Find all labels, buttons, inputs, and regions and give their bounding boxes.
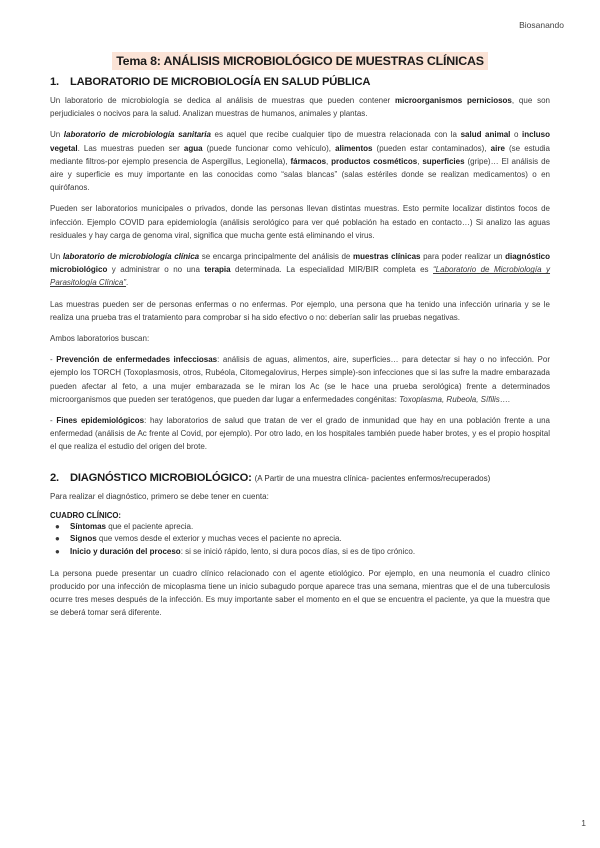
text: que vemos desde el exterior y muchas veces el paciente no aprecia. (96, 534, 342, 544)
title-wrap (50, 52, 550, 70)
list-item (50, 546, 550, 559)
text: …. (499, 394, 511, 404)
text: que el paciente aprecia. (106, 521, 194, 531)
paragraph-6: Ambos laboratorios buscan: (50, 334, 150, 344)
section-2-note: (A Partir de una muestra clínica- pacientes enfermos/recuperados) (254, 473, 491, 483)
text: y administrar o no una (107, 265, 205, 275)
text: , (326, 156, 332, 166)
bold-text: agua (183, 143, 203, 153)
text: Un (50, 130, 64, 140)
bold-text: terapia (204, 265, 231, 275)
page-number: 1 (581, 818, 586, 828)
document-title: Tema 8: ANÁLISIS MICROBIOLÓGICO DE MUESTRAS CLÍNICAS (112, 52, 488, 70)
text: (puede funcionar como vehículo), (202, 143, 336, 153)
bold-text: Síntomas (70, 521, 107, 531)
text: Un laboratorio de microbiología se dedica al análisis de muestras que pueden contener (50, 96, 396, 105)
text: . (126, 278, 129, 288)
paragraph-4 (50, 250, 550, 290)
text: (se estudia mediante filtros-por ejemplo presencia de Aspergillus, Legionella), (50, 143, 550, 166)
text: se encarga principalmente del análisis de (199, 252, 353, 262)
bold-italic-text: laboratorio de microbiología clínica (62, 252, 200, 262)
text: : hay laboratorios de salud que tratan de ver el grado de inmunidad que hay en una población frente a una enfermedad (análisis de Ac frente al Covid, por ejemplo). Por otro lado, en los hospitales también puede haber brotes, y es el propio hospital el que realiza el estudio del origen del brote. (50, 416, 550, 452)
paragraph-7 (50, 353, 550, 406)
section-2-intro: Para realizar el diagnóstico, primero se debe tener en cuenta: (50, 491, 269, 501)
section-1-heading (50, 76, 550, 88)
text: . Las muestras pueden ser (77, 143, 184, 153)
bullet-icon: ● (55, 547, 60, 557)
clinical-picture-subheading: CUADRO CLÍNICO: (50, 510, 122, 520)
bold-text: aire (490, 143, 505, 153)
list-item (50, 533, 550, 546)
text: o (510, 130, 522, 140)
list-item (50, 521, 550, 534)
bold-italic-text: laboratorio de microbiología sanitaria (63, 130, 211, 140)
bold-text: salud animal (460, 130, 511, 140)
bold-text: microorganismos perniciosos (395, 96, 512, 105)
section-2-paragraph: La persona puede presentar un cuadro clínico relacionado con el agente etiológico. Por ejemplo, en una neumonía el cuadro clínico producido por una infección de micoplasma tiene un inicio subagudo porque aparece tras una semana, mientras que el de una tuberculosis ocurre tres meses después de la infección. Es muy importante saber el momento en el que se encuentra el paciente, ya que la muestra que se deberá tomar será diferente. (50, 568, 550, 618)
paragraph-1 (50, 94, 550, 120)
text: - (50, 416, 57, 426)
paragraph-3: Pueden ser laboratorios municipales o privados, donde las personas llevan distintas muestras. Esto permite localizar distintos focos de infección. Ejemplo COVID para epidemiología (análisis serológico para ver qué población ha estado en contacto…) Si analizo las aguas residuales y hay carga de genoma viral, significa que mucha gente está eliminando el virus. (50, 204, 550, 240)
header-brand: Biosanando (519, 20, 564, 30)
paragraph-8 (50, 414, 550, 454)
text: : análisis de aguas, alimentos, aire, superficies… para detectar si hay o no infección. Por ejemplo los TORCH (Toxoplasmosis, otros, Rubéola, Citomegalovirus, Herpes simple)-son infecciones que si las sufre la madre embarazada pueden afectar al feto, a una mujer embarazada se le miran los Ac (se le hace una prueba serológica) frente a determinados microorganismos que pueden ser teratógenos, que pueden dar lugar a enfermedades congénitas: (50, 355, 550, 404)
bullet-icon: ● (55, 534, 60, 544)
section-2-heading (50, 472, 550, 484)
text: Un (50, 252, 63, 262)
underlined-specialty: “Laboratorio de Microbiología y Parasitología Clínica” (50, 265, 551, 288)
paragraph-2 (50, 128, 550, 194)
text: , (417, 156, 423, 166)
section-2-number: 2. (50, 471, 59, 484)
bold-text: alimentos (335, 143, 373, 153)
text: : si se inició rápido, lento, si dura pocos días, si es de tipo crónico. (180, 547, 416, 557)
text: para poder realizar un (420, 252, 506, 262)
document-content (50, 52, 550, 619)
text: es aquel que recibe cualquier tipo de muestra relacionada con la (210, 130, 461, 140)
section-2-title: DIAGNÓSTICO MICROBIOLÓGICO: (70, 471, 252, 484)
bold-text: productos cosméticos (331, 156, 418, 166)
text: - (50, 355, 57, 365)
clinical-picture-list (50, 521, 550, 559)
italic-text: Toxoplasma, Rubeola, Sífilis (399, 394, 500, 404)
text: determinada. La especialidad MIR/BIR completa es (230, 265, 434, 275)
text: , que son perjudiciales o nocivos para la salud. Analizan muestras de humanos, animales y plantas. (50, 96, 550, 119)
bullet-icon: ● (55, 521, 60, 531)
paragraph-5: Las muestras pueden ser de personas enfermas o no enfermas. Por ejemplo, una persona que ha tenido una infección urinaria y se le realiza una prueba tras el tratamiento para comprobar si ha sido efectivo o no: deberían salir las pruebas negativas. (50, 299, 550, 322)
section-1-number: 1. (50, 76, 59, 88)
text: (gripe)… El análisis de aire y superficie es muy importante en las conocidas como “salas blancas” (salas estériles donde se realizan medicamentos) o en quirófanos. (50, 156, 550, 193)
bold-text: Fines epidemiológicos (56, 416, 145, 426)
bold-text: Signos (70, 534, 97, 544)
bold-text: Inicio y duración del proceso (70, 547, 181, 557)
bold-text: superficies (422, 156, 465, 166)
bold-text: Prevención de enfermedades infecciosas (56, 355, 218, 365)
bold-text: muestras clínicas (352, 252, 421, 262)
section-1-title: LABORATORIO DE MICROBIOLOGÍA EN SALUD PÚBLICA (70, 76, 371, 88)
bold-text: fármacos (290, 156, 327, 166)
bold-text: incluso vegetal (50, 130, 550, 153)
bold-text: diagnóstico microbiológico (50, 252, 550, 275)
text: (pueden estar contaminados), (372, 143, 491, 153)
